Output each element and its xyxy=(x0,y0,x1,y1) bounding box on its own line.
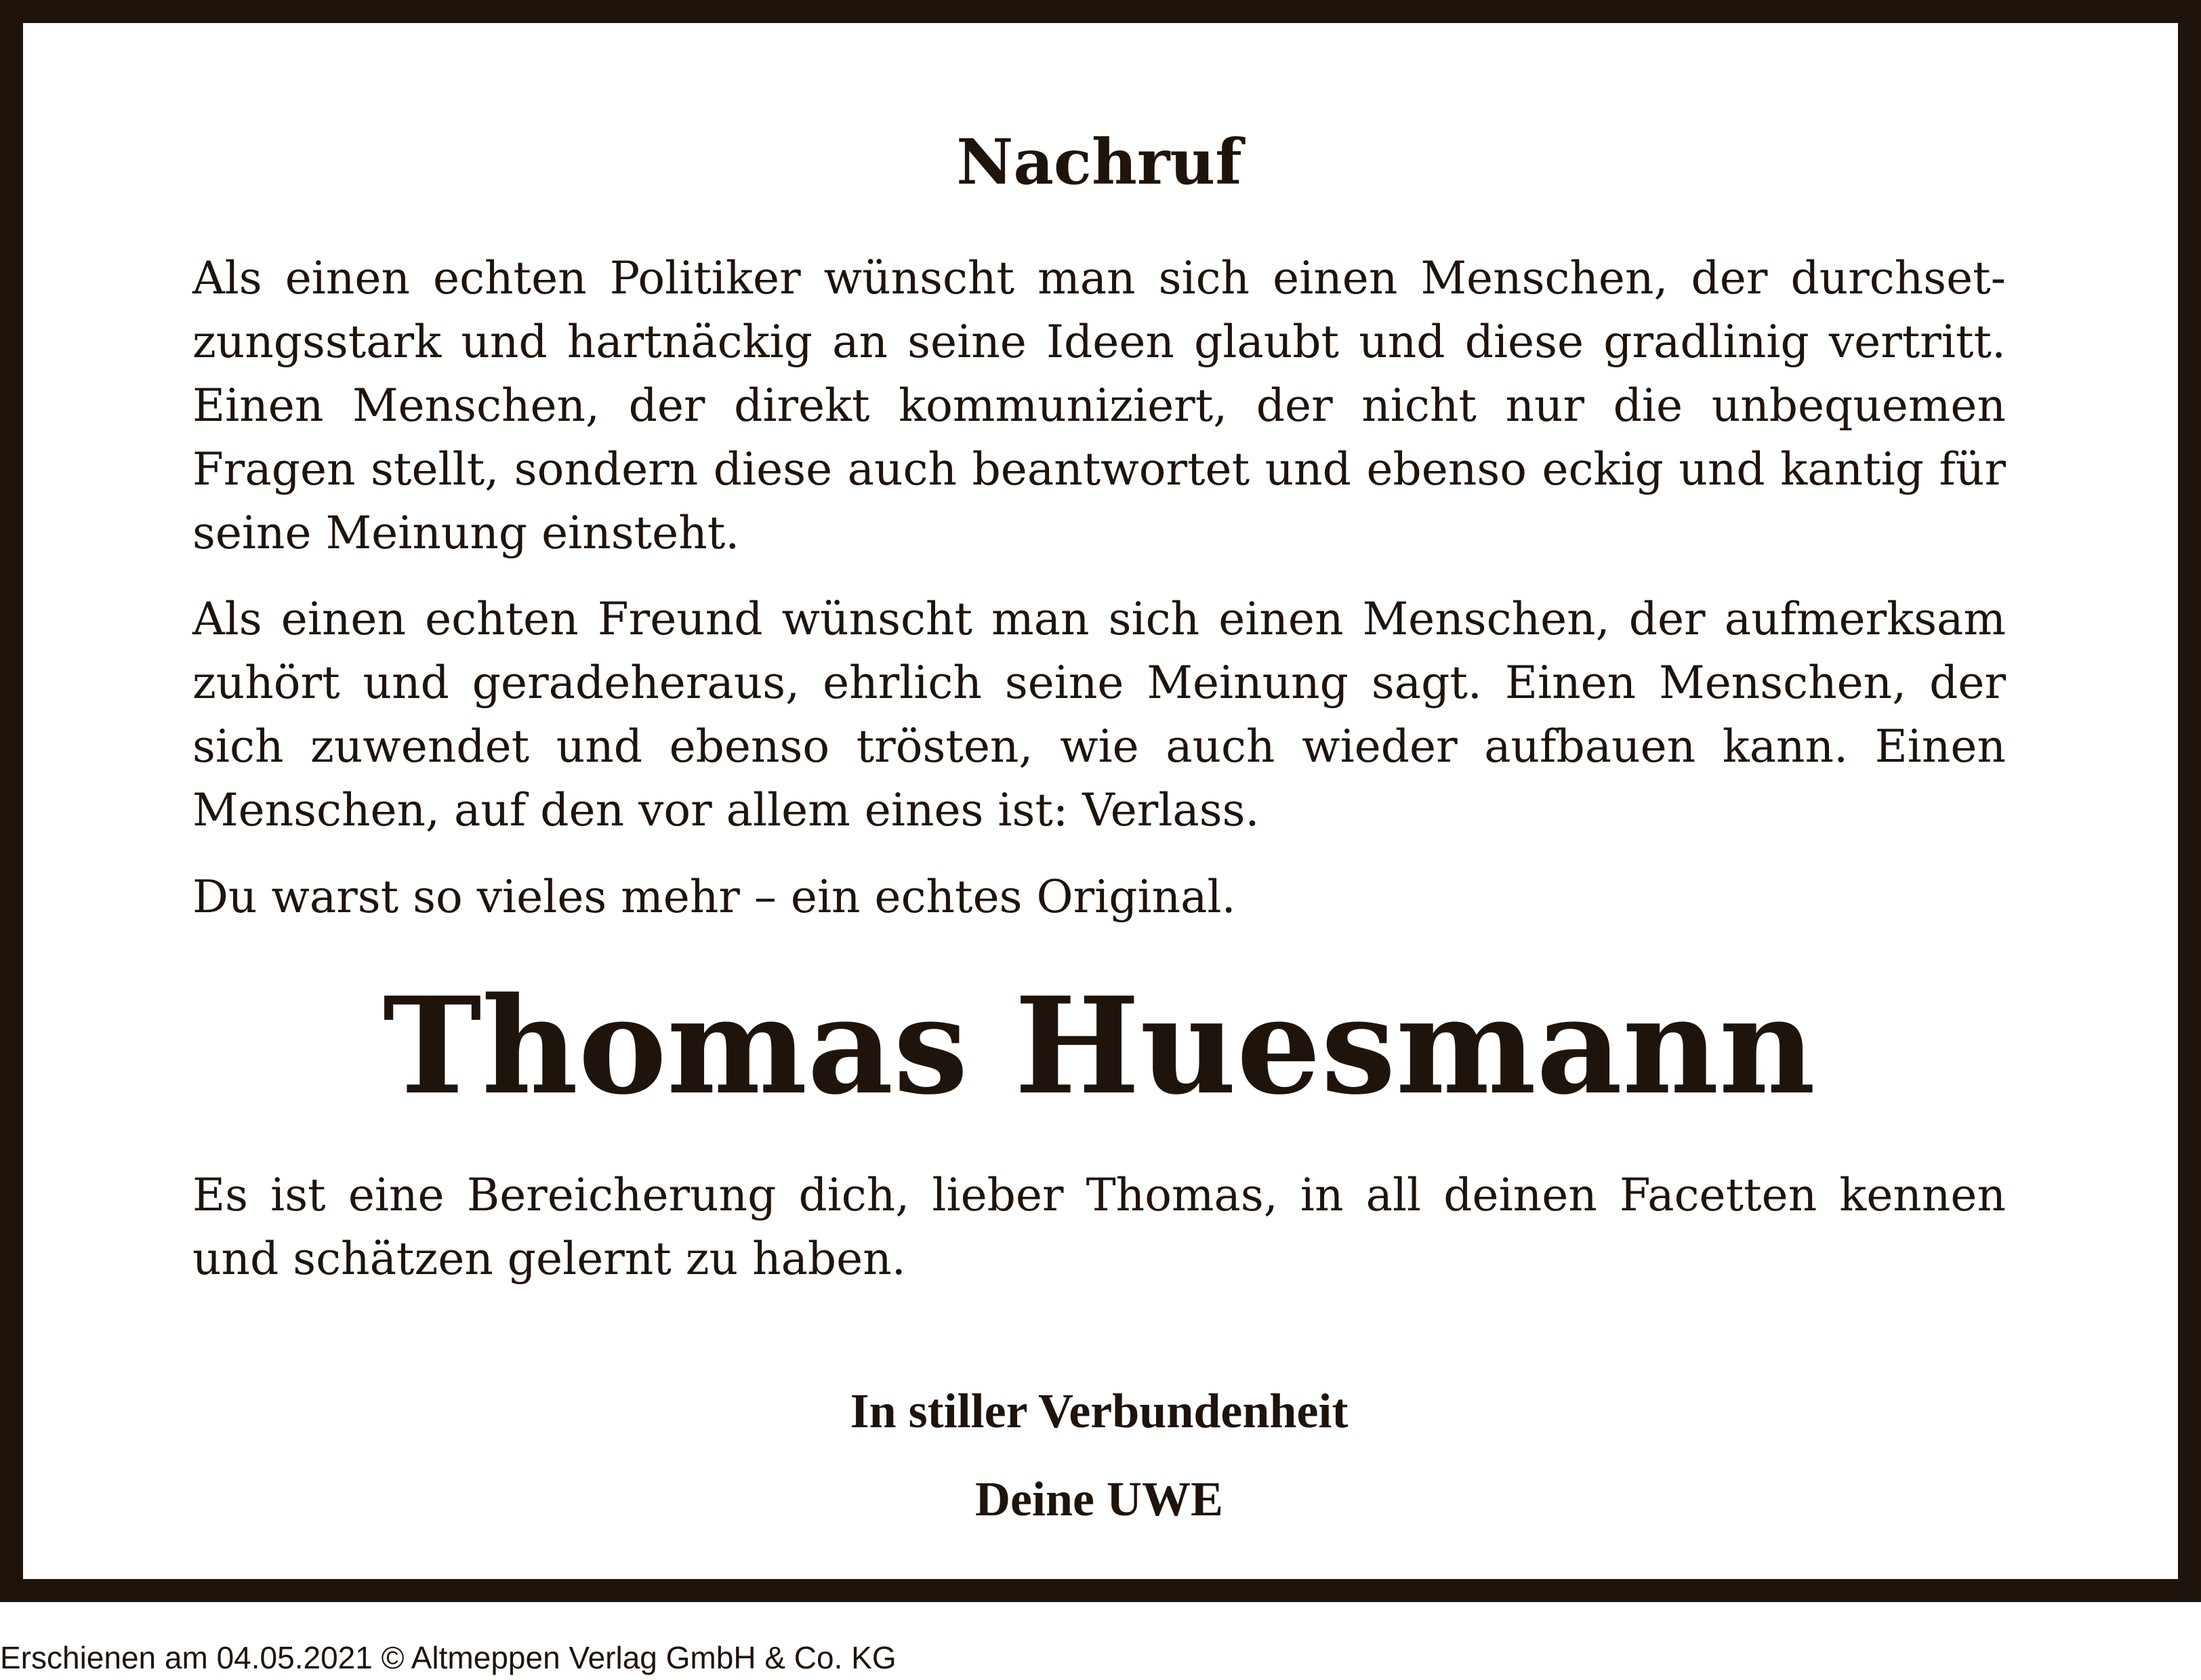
closing-line-signature: Deine UWE xyxy=(975,1472,1223,1526)
paragraph-politician: Als einen echten Politiker wünscht man sich einen Menschen, der durchsetzungsstark und hartnäckig an seine Ideen glaubt und diese gradlinig vertritt. Einen Menschen, der direkt kommuniziert, der nicht nur die unbequemen Fragen stellt, sondern diese auch beantwortet und ebenso eckig und kantig für seine Meinung einsteht. xyxy=(192,252,2006,559)
publication-footer: Erschienen am 04.05.2021 © Altmeppen Verlag GmbH & Co. KG xyxy=(0,1640,897,1675)
paragraph-closing: Es ist eine Bereicherung dich, lieber Thomas, in all deinen Facetten kennen und schätzen gelernt zu haben. xyxy=(192,1169,2006,1285)
obituary-title: Nachruf xyxy=(956,125,1242,199)
deceased-name: Thomas Huesmann xyxy=(382,968,1816,1124)
closing-line-condolence: In stiller Verbundenheit xyxy=(850,1384,1349,1438)
paragraph-original: Du warst so vieles mehr – ein echtes Original. xyxy=(192,871,1236,923)
paragraph-friend: Als einen echten Freund wünscht man sich einen Menschen, der aufmerksam zuhört und geradeheraus, ehrlich seine Meinung sagt. Einen Menschen, der sich zuwendet und ebenso trösten, wie auch wieder aufbauen kann. Einen Menschen, auf den vor allem eines ist: Verlass. xyxy=(192,593,2006,836)
